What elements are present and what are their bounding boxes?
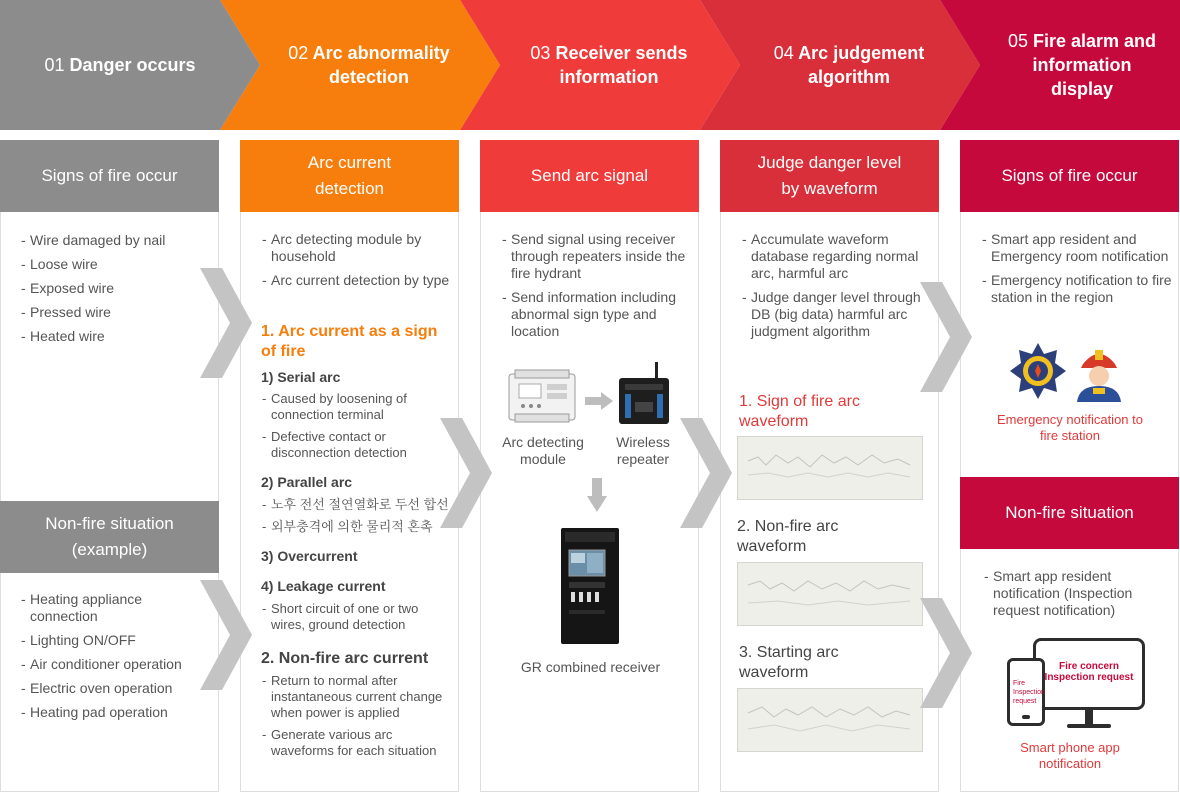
- repeater-label: Wireless repeater: [616, 434, 670, 467]
- list-item: - Arc detecting module by household: [262, 231, 452, 265]
- arc-current-header-text: Arc current detection: [307, 153, 392, 198]
- flow-arrow-3: [680, 418, 732, 528]
- monitor-icon: [1033, 638, 1145, 710]
- overcurrent-title: 3) Overcurrent: [261, 548, 358, 564]
- list-item: - Pressed wire: [21, 304, 211, 321]
- list-item: - Smart app resident and Emergency room notification: [982, 231, 1174, 265]
- flow-arrow-1a: [200, 268, 252, 378]
- non-fire-arc-list: [262, 673, 454, 765]
- leakage-list: [262, 601, 452, 639]
- waveform-image-3: [737, 688, 923, 752]
- step-4-title: Arc judgement algorithm: [798, 43, 925, 87]
- non-fire-header: [0, 501, 219, 573]
- list-item: - Send signal using receiver through repeaters inside the fire hydrant: [502, 231, 692, 282]
- list-item: - Accumulate waveform database regarding normal arc, harmful arc: [742, 231, 932, 282]
- waveform-1: [738, 437, 922, 499]
- list-item: - Generate various arc waveforms for each situation: [262, 727, 454, 759]
- monitor-text-2: Inspection request: [1044, 672, 1134, 683]
- alarm-non-fire-header: Non-fire situation: [960, 477, 1179, 549]
- step-3-num: 03: [530, 43, 551, 63]
- parallel-arc-list: [262, 497, 457, 541]
- judge-header: [720, 140, 939, 212]
- arrow-right-icon: [585, 392, 613, 410]
- step-3: [512, 0, 706, 130]
- list-item: - Defective contact or disconnection detection: [262, 429, 452, 461]
- phone-text: Fire Inspection request: [1013, 680, 1045, 705]
- waveform-image-1: [737, 436, 923, 500]
- serial-arc-title: 1) Serial arc: [261, 369, 341, 385]
- serial-arc-list: [262, 391, 452, 467]
- column-alarm: [960, 140, 1179, 792]
- non-fire-arc-title: 2. Non-fire arc current: [261, 650, 429, 667]
- step-4: [752, 0, 946, 130]
- waveform-2: [738, 563, 922, 625]
- column-danger: [0, 140, 219, 792]
- phone-button: [1022, 715, 1030, 719]
- list-item: - Wire damaged by nail: [21, 232, 211, 249]
- list-item: - Loose wire: [21, 256, 211, 273]
- list-item: - Lighting ON/OFF: [21, 632, 211, 649]
- leakage-title: 4) Leakage current: [261, 578, 386, 594]
- send-list: [502, 231, 692, 347]
- judge-header-text: Judge danger level by waveform: [757, 153, 902, 198]
- smartphone-icon: [1007, 658, 1045, 726]
- list-item: - Arc current detection by type: [262, 272, 452, 289]
- step-2-num: 02: [288, 43, 309, 63]
- step-1: [20, 0, 220, 130]
- list-item: - Short circuit of one or two wires, ground detection: [262, 601, 452, 633]
- waveform-3: [738, 689, 922, 751]
- gr-receiver-icon: [559, 526, 621, 646]
- list-item: - Send information including abnormal sign type and location: [502, 289, 692, 340]
- parallel-arc-title: 2) Parallel arc: [261, 474, 353, 490]
- non-fire-list: [21, 591, 211, 728]
- list-item: - Electric oven operation: [21, 680, 211, 697]
- wave3-title: 3. Starting arc waveform: [739, 644, 839, 681]
- wireless-repeater-icon: [615, 362, 673, 428]
- list-item: - Exposed wire: [21, 280, 211, 297]
- list-item: - Air conditioner operation: [21, 656, 211, 673]
- non-fire-header-text: Non-fire situation (example): [45, 514, 174, 559]
- monitor-text-1: Fire concern: [1058, 661, 1120, 672]
- step-5-num: 05: [1007, 31, 1028, 51]
- waveform-image-2: [737, 562, 923, 626]
- list-item: - Heating pad operation: [21, 704, 211, 721]
- list-item: - Heated wire: [21, 328, 211, 345]
- wave1-title: 1. Sign of fire arc waveform: [739, 393, 860, 430]
- flow-arrow-4b: [920, 598, 972, 708]
- step-4-num: 04: [773, 43, 794, 63]
- list-item: - Smart app resident notification (Inspection request notification): [984, 568, 1174, 619]
- arrow-down-icon: [587, 478, 607, 512]
- monitor-stand: [1085, 710, 1093, 724]
- list-item: - Heating appliance connection: [21, 591, 211, 625]
- module-label: Arc detecting module: [502, 434, 584, 467]
- list-item: - Emergency notification to fire station in the region: [982, 272, 1174, 306]
- alarm-non-fire-list: [984, 568, 1174, 626]
- list-item: - Judge danger level through DB (big data) harmful arc judgment algorithm: [742, 289, 932, 340]
- flow-arrow-2: [440, 418, 492, 528]
- alarm-fire-list: [982, 231, 1174, 313]
- arc-current-header: [240, 140, 459, 212]
- list-item: - Caused by loosening of connection terminal: [262, 391, 452, 423]
- step-2: [272, 0, 466, 130]
- judge-list: [742, 231, 932, 347]
- column-algorithm: [720, 140, 939, 792]
- process-banner: [0, 0, 1180, 130]
- firefighter-icon: [1071, 342, 1127, 402]
- sign-of-fire-title: 1. Arc current as a sign of fire: [261, 323, 438, 360]
- step-1-title: Danger occurs: [69, 55, 196, 75]
- receiver-label: GR combined receiver: [520, 659, 661, 675]
- flow-arrow-4a: [920, 282, 972, 392]
- step-5-title: Fire alarm and information display: [1032, 31, 1157, 99]
- detection-list: [262, 231, 452, 296]
- list-item: - 노후 전선 절연열화로 두선 합선: [262, 497, 457, 513]
- fire-signs-header: Signs of fire occur: [0, 140, 219, 212]
- step-5: [994, 0, 1170, 130]
- alarm-fire-header: Signs of fire occur: [960, 140, 1179, 212]
- list-item: - Return to normal after instantaneous current change when power is applied: [262, 673, 454, 721]
- step-3-title: Receiver sends information: [555, 43, 688, 87]
- arc-module-icon: [507, 368, 579, 426]
- phone-caption: Smart phone app notification: [1020, 740, 1120, 771]
- step-1-num: 01: [44, 55, 65, 75]
- column-detection: [240, 140, 459, 792]
- column-receiver: [480, 140, 699, 792]
- step-2-title: Arc abnormality detection: [312, 43, 450, 87]
- monitor-base: [1067, 724, 1111, 728]
- fire-signs-list: [21, 232, 211, 352]
- emergency-caption: Emergency notification to fire station: [997, 412, 1143, 443]
- fire-department-emblem-icon: [1009, 342, 1067, 400]
- flow-arrow-1b: [200, 580, 252, 690]
- wave2-title: 2. Non-fire arc waveform: [737, 518, 839, 555]
- list-item: - 외부충격에 의한 물리적 혼촉: [262, 519, 457, 535]
- send-arc-header: Send arc signal: [480, 140, 699, 212]
